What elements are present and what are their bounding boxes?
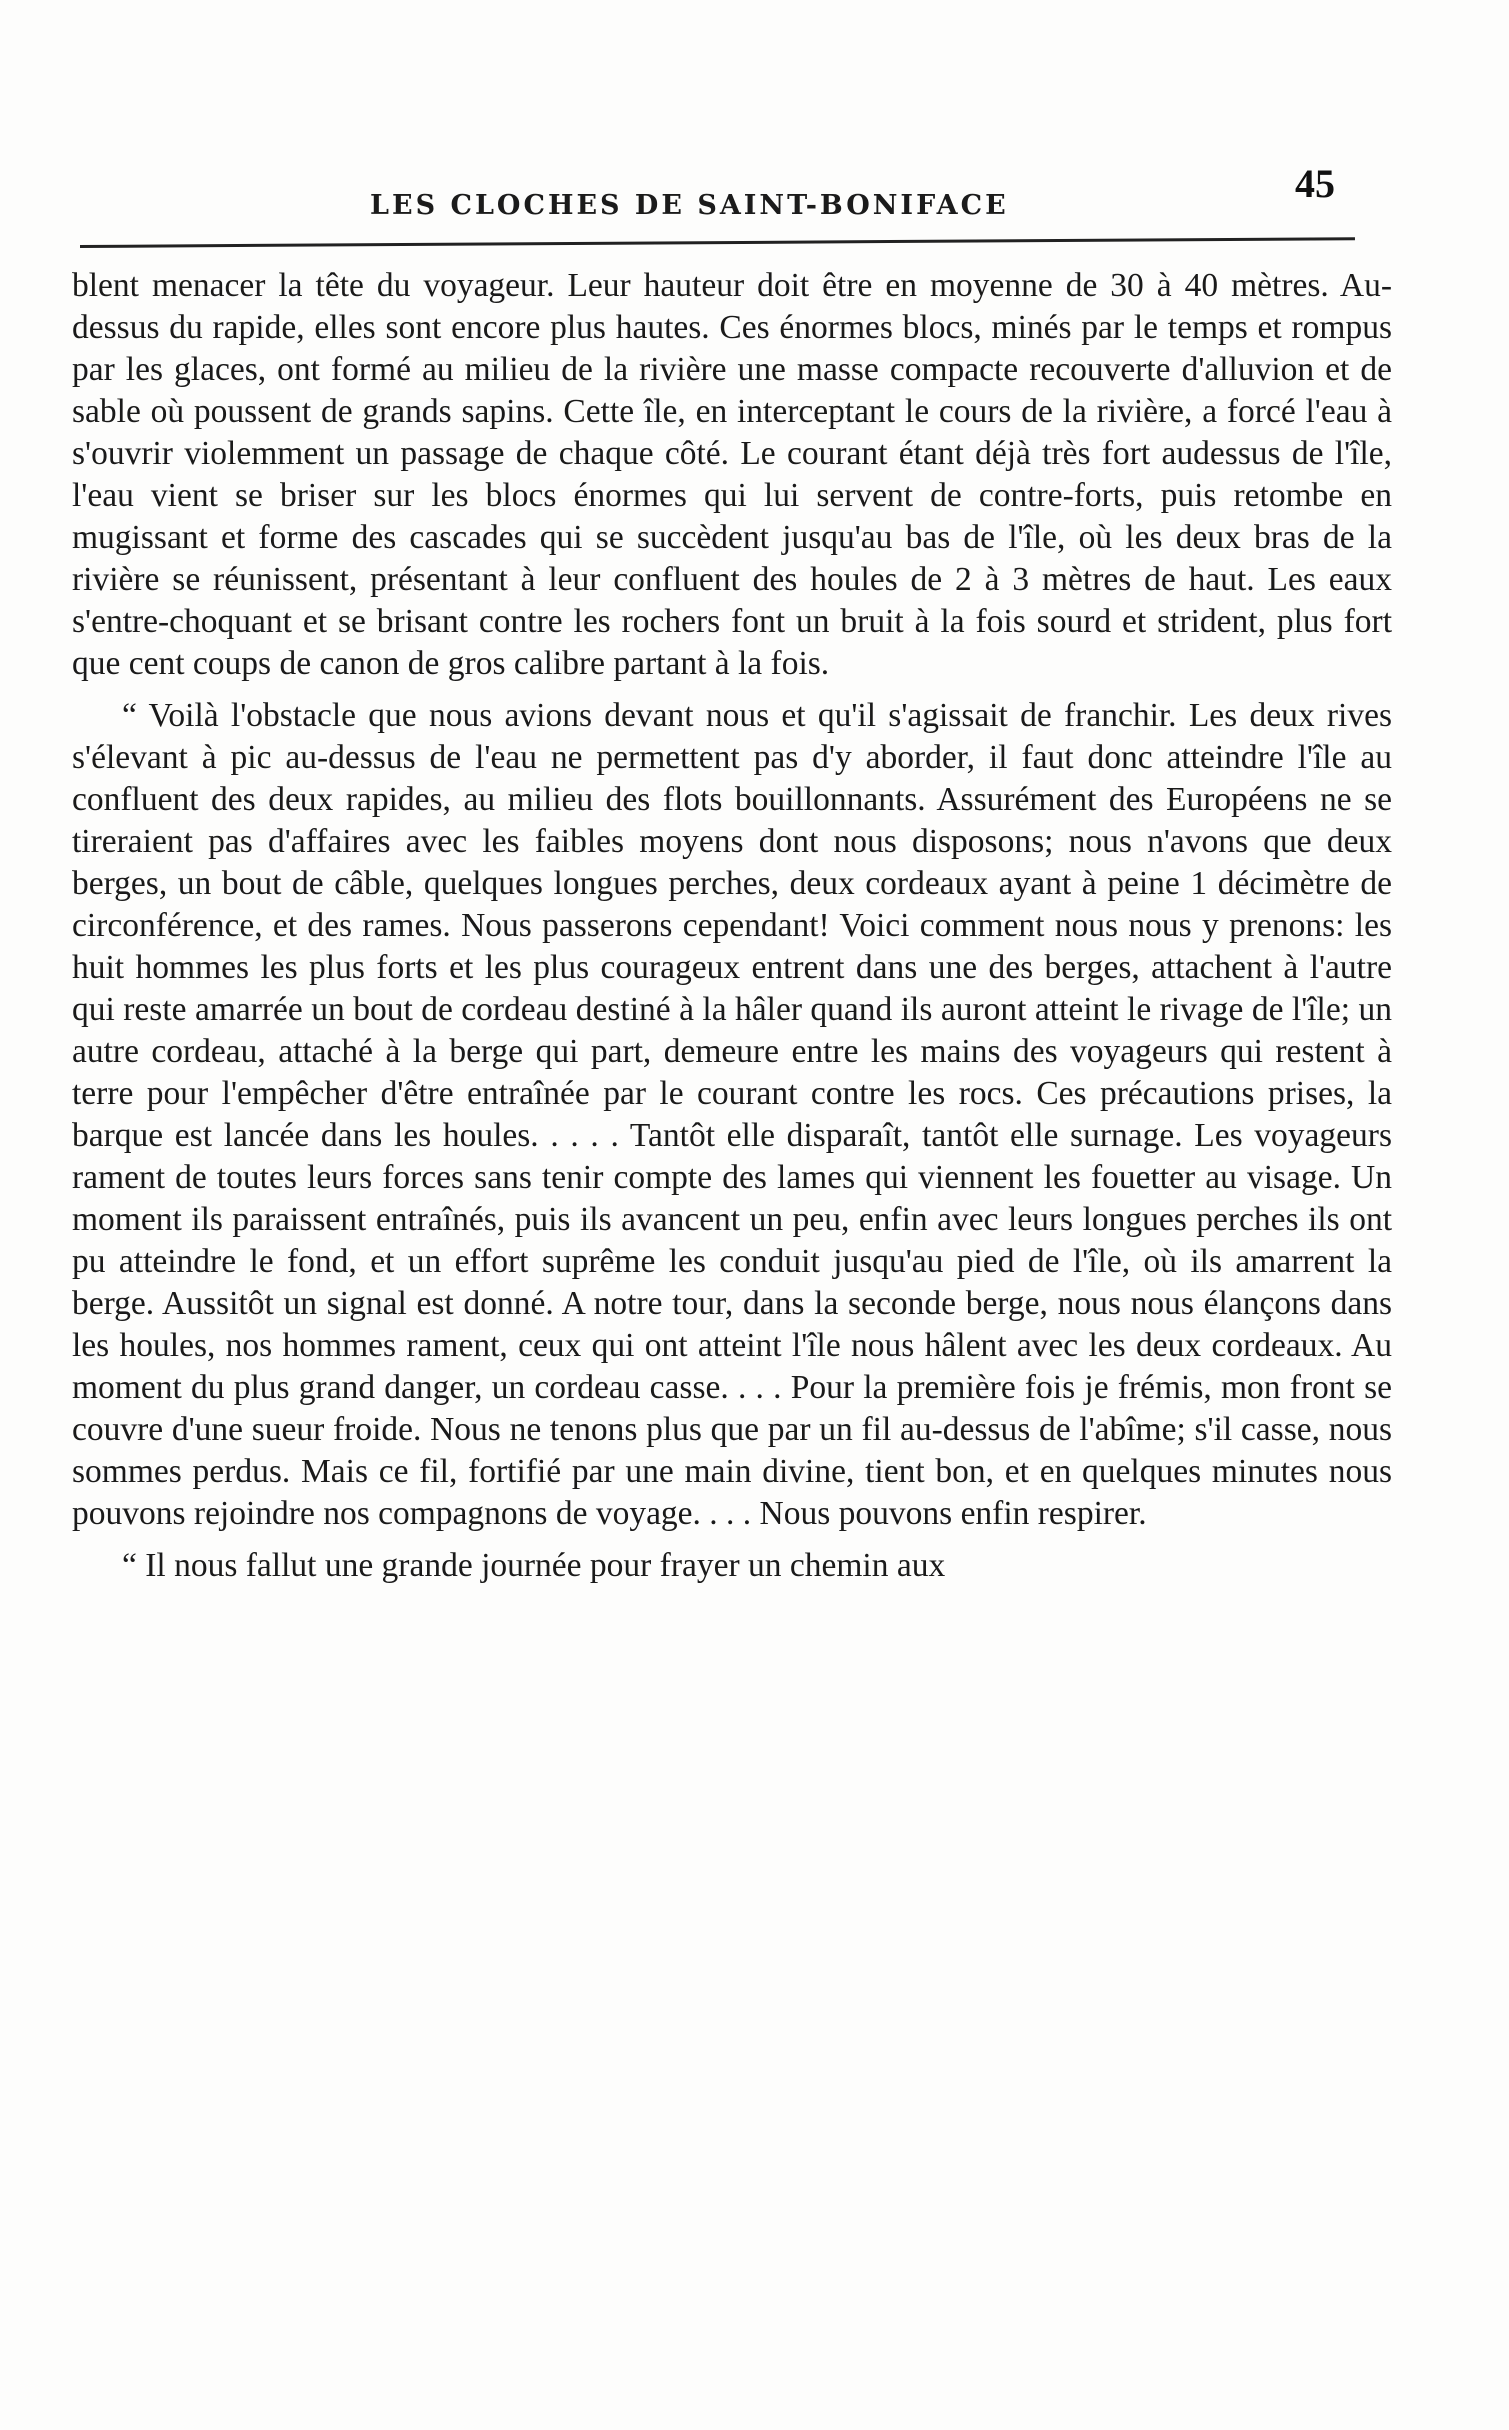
paragraph-3: “ Il nous fallut une grande journée pour frayer un chemin aux	[122, 1547, 946, 1584]
header-rule	[80, 237, 1355, 248]
body-text	[72, 265, 1392, 1587]
page-number: 45	[1295, 161, 1335, 206]
running-title: LES CLOCHES DE SAINT-BONIFACE	[370, 190, 1009, 221]
paragraph-1: blent menacer la tête du voyageur. Leur hauteur doit être en moyenne de 30 à 40 mètres. Au-dessus du rapide, elles sont encore plus hautes. Ces énormes blocs, minés par le temps et rompus par les glaces, ont formé au milieu de la rivière une masse compacte recouverte d'alluvion et de sable où poussent de grands sapins. Cette île, en interceptant le cours de la rivière, a forcé l'eau à s'ouvrir violemment un passage de chaque côté. Le courant étant déjà très fort audessus de l'île, l'eau vient se briser sur les blocs énormes qui lui servent de contre-forts, puis retombe en mugissant et forme des cascades qui se succèdent jusqu'au bas de l'île, où les deux bras de la rivière se réunissent, présentant à leur confluent des houles de 2 à 3 mètres de haut. Les eaux s'entre-choquant et se brisant contre les rochers font un bruit à la fois sourd et strident, plus fort que cent coups de canon de gros calibre partant à la fois.	[72, 267, 1392, 682]
paragraph-2: “ Voilà l'obstacle que nous avions devant nous et qu'il s'agissait de franchir. Les deux rives s'élevant à pic au-dessus de l'eau ne permettent pas d'y aborder, il faut donc atteindre l'île au confluent des deux rapides, au milieu des flots bouillonnants. Assurément des Européens ne se tireraient pas d'affaires avec les faibles moyens dont nous disposons; nous n'avons que deux berges, un bout de câble, quelques longues perches, deux cordeaux ayant à peine 1 décimètre de circonférence, et des rames. Nous passerons cependant! Voici comment nous nous y prenons: les huit hommes les plus forts et les plus courageux entrent dans une des berges, attachent à l'autre qui reste amarrée un bout de cordeau destiné à la hâler quand ils auront atteint le rivage de l'île; un autre cordeau, attaché à la berge qui part, demeure entre les mains des voyageurs qui restent à terre pour l'empêcher d'être entraînée par le courant contre les rocs. Ces précautions prises, la barque est lancée dans les houles. . . . . Tantôt elle disparaît, tantôt elle surnage. Les voyageurs rament de toutes leurs forces sans tenir compte des lames qui viennent les fouetter au visage. Un moment ils paraissent entraînés, puis ils avancent un peu, enfin avec leurs longues perches ils ont pu atteindre le fond, et un effort suprême les conduit jusqu'au pied de l'île, où ils amarrent la berge. Aussitôt un signal est donné. A notre tour, dans la seconde berge, nous nous élançons dans les houles, nos hommes rament, ceux qui ont atteint l'île nous hâlent avec les deux cordeaux. Au moment du plus grand danger, un cordeau casse. . . . Pour la première fois je frémis, mon front se couvre d'une sueur froide. Nous ne tenons plus que par un fil au-dessus de l'abîme; s'il casse, nous sommes perdus. Mais ce fil, fortifié par une main divine, tient bon, et en quelques minutes nous pouvons rejoindre nos compagnons de voyage. . . . Nous pouvons enfin respirer.	[72, 697, 1392, 1532]
